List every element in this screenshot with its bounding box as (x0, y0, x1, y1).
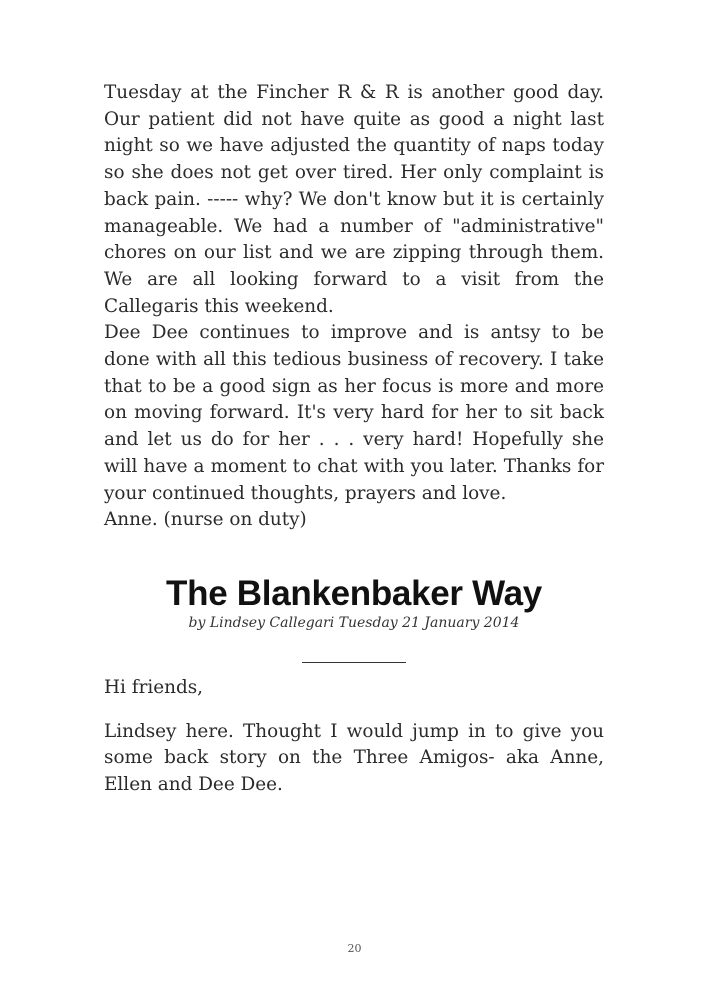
article-body (104, 675, 604, 799)
page-number: 20 (347, 942, 362, 955)
article-header (104, 574, 604, 663)
entry-signoff: Anne. (nurse on duty) (104, 509, 307, 531)
page-content (104, 80, 604, 799)
article-paragraph: Lindsey here. Thought I would jump in to give you some back story on the Three Amigos- aka Anne, Ellen and Dee Dee. (104, 720, 604, 796)
article-title: The Blankenbaker Way (166, 573, 542, 613)
entry-paragraph: Dee Dee continues to improve and is antsy to be done with all this tedious business of recovery. I take that to be a good sign as her focus is more and more on moving forward. It's very hard for her to sit back and let us do for her . . . very hard! Hopefully she will have a moment to chat with you later. Thanks for your continued thoughts, prayers and love. (104, 322, 604, 504)
separator-line (302, 662, 406, 663)
journal-entry (104, 80, 604, 534)
article-byline: by Lindsey Callegari Tuesday 21 January 2014 (188, 614, 520, 631)
entry-paragraph: Tuesday at the Fincher R & R is another good day. Our patient did not have quite as good a night last night so we have adjusted the quantity of naps today so she does not get over tired. Her only complaint is back pain. ----- why? We don't know but it is certainly manageable. We had a number of "administrative" chores on our list and we are zipping through them. We are all looking forward to a visit from the Callegaris this weekend. (104, 82, 604, 317)
article-greeting: Hi friends, (104, 676, 204, 698)
